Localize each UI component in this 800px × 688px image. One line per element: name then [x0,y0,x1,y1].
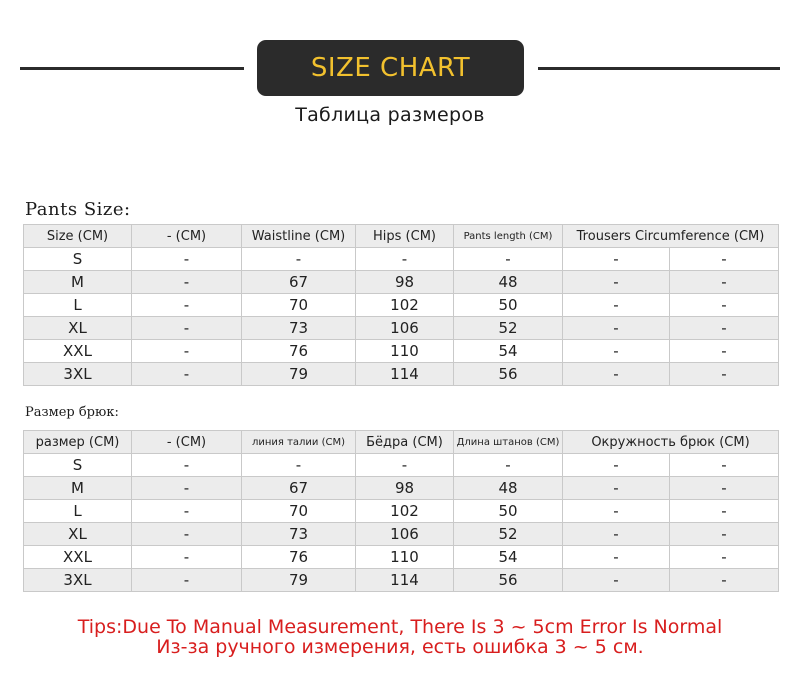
table-cell: 79 [242,569,356,592]
header-cell: Бёдра (CM) [356,431,454,454]
table-cell: - [670,340,779,363]
table-cell: - [563,569,670,592]
table-cell: 56 [454,363,563,386]
table-cell: XXL [24,340,132,363]
table-cell: 106 [356,317,454,340]
table-cell: 52 [454,317,563,340]
table-cell: - [563,500,670,523]
table-row [24,454,779,477]
table-cell: L [24,294,132,317]
table-cell: - [563,340,670,363]
pants-size-label: Pants Size: [25,199,131,220]
table-cell: - [563,477,670,500]
table-cell: 98 [356,477,454,500]
table-cell: 3XL [24,569,132,592]
header-rule-left [20,67,244,70]
table-row [24,340,779,363]
table-cell: - [563,454,670,477]
tips-line-ru: Из-за ручного измерения, есть ошибка 3 ~ 5 см. [156,636,644,658]
size-chart-title-badge [257,40,524,96]
table-cell: - [670,271,779,294]
table-cell: 110 [356,340,454,363]
table-cell: 114 [356,569,454,592]
pants-size-label-ru: Размер брюк: [25,405,119,420]
header-cell: Trousers Circumference (CM) [563,225,779,248]
table-cell: - [132,271,242,294]
table-row [24,477,779,500]
table-cell: - [670,546,779,569]
table-cell: - [132,523,242,546]
table-cell: M [24,477,132,500]
header-cell: Pants length (CM) [454,225,563,248]
table-row [24,294,779,317]
header-cell: размер (CM) [24,431,132,454]
table-cell: - [563,317,670,340]
table-cell: - [563,294,670,317]
header-cell: - (CM) [132,431,242,454]
table-cell: 76 [242,546,356,569]
table-cell: - [670,454,779,477]
table-cell: S [24,454,132,477]
table-cell: 67 [242,477,356,500]
table-cell: - [356,454,454,477]
table-cell: - [454,454,563,477]
table-cell: 50 [454,294,563,317]
table-row [24,569,779,592]
table-cell: - [454,248,563,271]
header-cell: Size (CM) [24,225,132,248]
table-cell: 52 [454,523,563,546]
table-cell: XL [24,523,132,546]
header-cell: Hips (CM) [356,225,454,248]
table-cell: - [242,248,356,271]
page-title: SIZE CHART [310,53,471,83]
table-cell: - [132,454,242,477]
table-cell: 106 [356,523,454,546]
table-row [24,546,779,569]
table-cell: - [670,294,779,317]
table-row [24,248,779,271]
table-cell: - [670,317,779,340]
table-row [24,271,779,294]
header-cell: Окружность брюк (CM) [563,431,779,454]
header-cell: Длина штанов (CM) [454,431,563,454]
page-subtitle: Таблица размеров [295,104,485,126]
table-cell: 114 [356,363,454,386]
table-cell: M [24,271,132,294]
table-cell: XXL [24,546,132,569]
table-cell: 70 [242,294,356,317]
table-row [24,500,779,523]
table-cell: - [670,523,779,546]
table-cell: - [132,317,242,340]
table-cell: - [563,248,670,271]
table-cell: - [563,271,670,294]
table-cell: 48 [454,271,563,294]
table-cell: - [356,248,454,271]
table-cell: S [24,248,132,271]
table-header-row [24,225,779,248]
table-cell: 3XL [24,363,132,386]
table-cell: - [132,546,242,569]
header-cell: - (CM) [132,225,242,248]
table-cell: 110 [356,546,454,569]
header-cell: Waistline (CM) [242,225,356,248]
table-cell: - [132,340,242,363]
table-cell: 73 [242,523,356,546]
table-cell: 79 [242,363,356,386]
table-header-row [24,431,779,454]
header-rule-right [538,67,780,70]
table-cell: 70 [242,500,356,523]
header-cell: линия талии (CM) [242,431,356,454]
table-cell: - [670,248,779,271]
table-cell: 50 [454,500,563,523]
table-cell: - [563,523,670,546]
table-cell: 76 [242,340,356,363]
table-cell: 102 [356,294,454,317]
table-cell: 73 [242,317,356,340]
table-cell: - [132,477,242,500]
table-cell: - [132,569,242,592]
table-cell: - [132,248,242,271]
table-cell: - [670,363,779,386]
table-cell: - [670,569,779,592]
table-cell: - [670,500,779,523]
size-table-ru [23,430,779,592]
table-cell: - [132,294,242,317]
table-cell: - [132,500,242,523]
table-cell: - [563,546,670,569]
table-row [24,317,779,340]
table-cell: 67 [242,271,356,294]
table-cell: XL [24,317,132,340]
table-row [24,523,779,546]
table-row [24,363,779,386]
table-cell: 48 [454,477,563,500]
size-table-en [23,224,779,386]
table-cell: 54 [454,546,563,569]
table-cell: - [563,363,670,386]
table-cell: L [24,500,132,523]
table-cell: 102 [356,500,454,523]
table-cell: - [132,363,242,386]
table-cell: - [242,454,356,477]
tips-line-en: Tips:Due To Manual Measurement, There Is 3 ~ 5cm Error Is Normal [77,616,723,638]
table-cell: 54 [454,340,563,363]
table-cell: - [670,477,779,500]
table-cell: 56 [454,569,563,592]
table-cell: 98 [356,271,454,294]
